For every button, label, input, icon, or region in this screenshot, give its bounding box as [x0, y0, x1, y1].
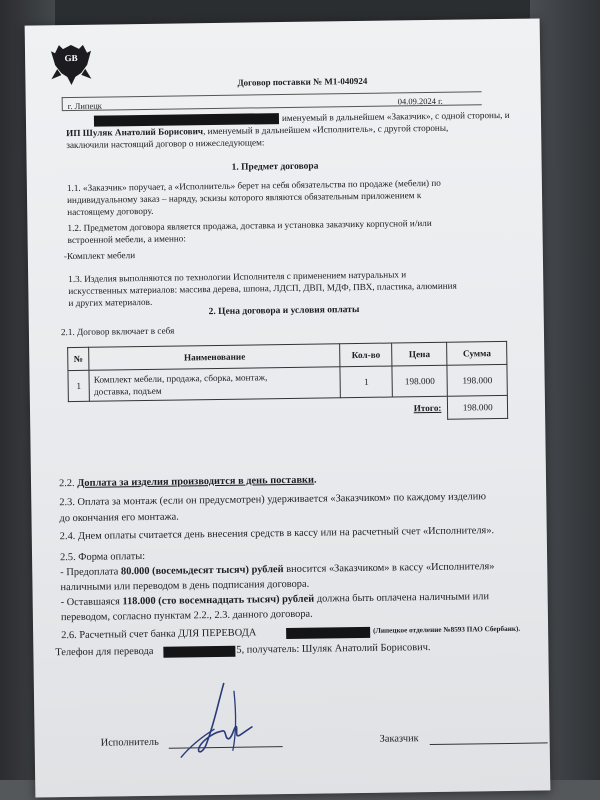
clause-1-3-line-2: искусственных материалов: массива дерева, шпона, ЛДСП, ДВП, МДФ, ПВХ, пластика, алюминия — [68, 280, 457, 297]
clause-2-5-heading: 2.5. Форма оплаты: — [59, 551, 146, 564]
section-2-heading: 2. Цена договора и условия оплаты — [208, 304, 360, 318]
clause-2-6-bank: (Липецкое отделение №8593 ПАО Сбербанк). — [373, 624, 521, 635]
row-sum: 198.000 — [447, 364, 507, 396]
eagle-crest-icon — [47, 39, 96, 98]
clause-2-5-prepayment-line-2: наличными или переводом в день подписания договора. — [60, 578, 310, 594]
column-header-sum: Сумма — [447, 341, 507, 365]
contract-title: Договор поставки № М1-040924 — [237, 75, 368, 88]
table-total-row — [68, 395, 507, 424]
customer-label: Заказчик — [379, 733, 419, 745]
clause-1-2-line-1: 1.2. Предметом договора является продажа, доставка и установка заказчику корпусной и/или — [67, 217, 432, 234]
clause-2-1: 2.1. Договор включает в себя — [60, 325, 175, 338]
clause-2-2-number: 2.2. — [58, 477, 75, 490]
furniture-item: -Комплект мебели — [63, 250, 136, 262]
clause-phone-label: Телефон для перевода — [55, 645, 154, 659]
clause-phone-recipient: 5, получатель: Шуляк Анатолий Борисович. — [236, 642, 431, 656]
remaining-prefix: - Оставшаяся — [60, 596, 123, 609]
header-rule-side — [62, 97, 63, 110]
clause-1-3-line-1: 1.3. Изделия выполняются по технологии Исполнителя с применением натуральных и — [68, 269, 407, 285]
redacted-account-number — [286, 627, 370, 639]
specification-table — [67, 341, 508, 425]
column-header-price: Цена — [392, 342, 448, 366]
row-price: 198.000 — [392, 365, 448, 397]
clause-1-1-line-2: индивидуальному заказ – наряду, эскизы которого являются обязательным приложением к — [67, 190, 422, 206]
total-value: 198.000 — [448, 395, 508, 418]
clause-2-3-line-2: до окончания его монтажа. — [59, 511, 179, 525]
executor-label: Исполнитель — [100, 736, 159, 749]
clause-1-1-line-3: настоящему договору. — [67, 205, 154, 218]
column-header-qty: Кол-во — [340, 343, 392, 367]
clause-2-6-label: 2.6. Расчетный счет банка ДЛЯ ПЕРЕВОДА — [61, 627, 257, 642]
row-name-line-2: доставка, подъем — [93, 385, 162, 397]
logo-text: GB — [64, 52, 78, 64]
redacted-phone-number — [163, 646, 235, 658]
row-qty: 1 — [340, 366, 392, 398]
clause-2-5-remaining-line-2: переводом, согласно пунктам 2.2., 2.3. данного договора. — [60, 608, 313, 624]
row-name-line-1: Комплект мебели, продажа, сборка, монтаж, — [93, 372, 268, 385]
clause-2-3-line-1: 2.3. Оплата за монтаж (если он предусмотрен) удерживается «Заказчиком» по каждому изделию — [59, 491, 487, 509]
intro-line-1: именуемый в дальнейшем «Заказчик», с одной стороны, и — [281, 109, 510, 124]
clause-1-2-line-2: встроенной мебели, а именно: — [67, 233, 186, 246]
row-number: 1 — [68, 370, 90, 401]
intro-line-3: заключили настоящий договор о нижеследующем: — [66, 137, 265, 151]
clause-2-2-text: Доплата за изделия производится в день поставки — [77, 474, 315, 489]
remaining-suffix: должна быть оплачена наличными или — [314, 591, 490, 605]
row-name — [89, 367, 341, 402]
executor-name: ИП Шуляк Анатолий Борисович — [66, 126, 204, 139]
section-1-heading: 1. Предмет договора — [231, 161, 319, 173]
customer-signature-line — [430, 742, 548, 745]
clause-2-2 — [59, 474, 317, 492]
clause-2-2-end: . — [313, 474, 317, 486]
company-logo — [47, 39, 96, 98]
intro-line-2-rest: , именуемый в дальнейшем «Исполнитель», с другой стороны, — [202, 122, 449, 137]
clause-2-4: 2.4. Днем оплаты считается день внесения средств в кассу или на расчетный счет «Исполнителя». — [59, 525, 495, 543]
column-header-name: Наименование — [89, 344, 341, 371]
total-label: Итого: — [413, 402, 442, 414]
remaining-amount: 118.000 (сто восемнадцать тысяч) рублей — [122, 593, 315, 608]
prepayment-amount: 80.000 (восемьдесят тысяч) рублей — [120, 564, 284, 578]
handwritten-signature — [174, 672, 265, 763]
prepayment-suffix: вносится «Заказчиком» в кассу «Исполнителя» — [283, 561, 495, 576]
prepayment-prefix: - Предоплата — [60, 566, 122, 579]
clause-1-1-line-1: 1.1. «Заказчик» поручает, а «Исполнитель» берет на себя обязательства по продаже (мебели) по — [66, 177, 441, 194]
contract-document — [25, 18, 551, 797]
contract-city: г. Липецк — [67, 100, 102, 112]
clause-1-3-line-3: и других материалов. — [68, 296, 153, 309]
contract-date: 04.09.2024 г. — [397, 95, 443, 107]
column-header-number: № — [68, 347, 90, 370]
